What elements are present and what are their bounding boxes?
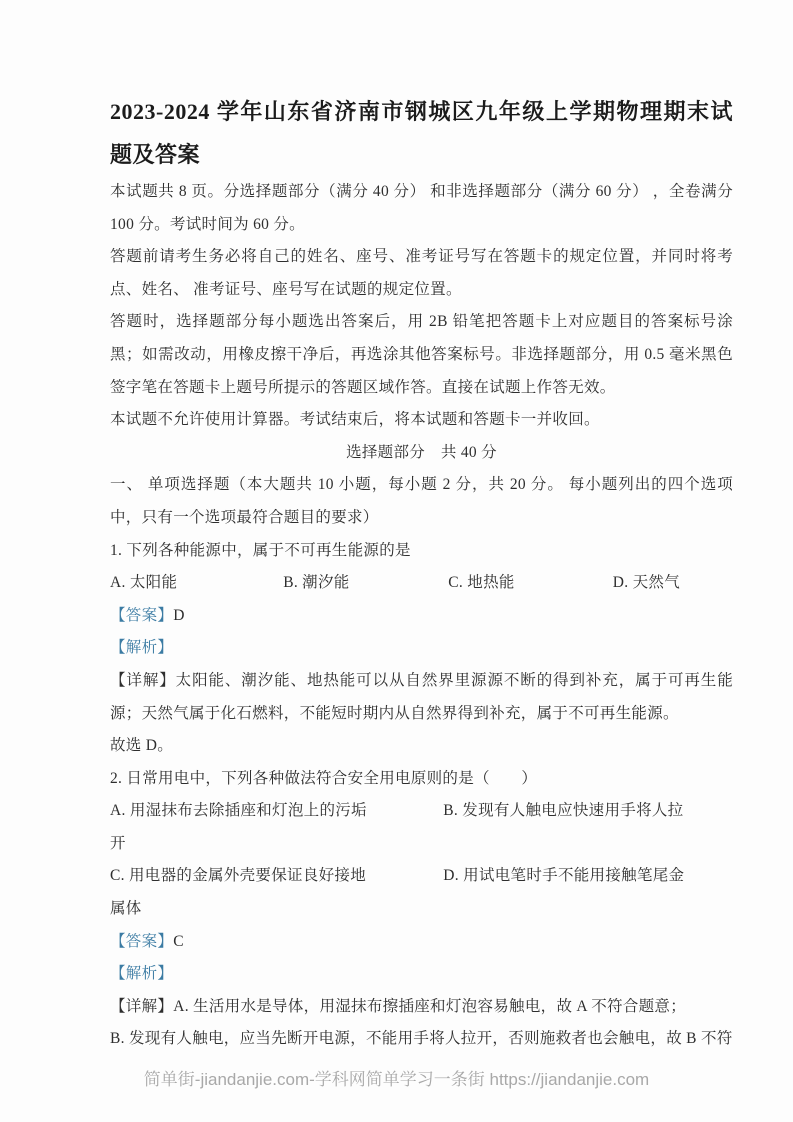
question-1-options <box>110 567 733 600</box>
question-2-analysis-line <box>110 958 733 991</box>
question-2-option-d: D. 用试电笔时手不能用接触笔尾金 <box>443 867 685 885</box>
question-2-answer-line <box>110 926 733 959</box>
intro-paragraph-2: 答题前请考生务必将自己的姓名、座号、准考证号写在答题卡的规定位置，并同时将考点、姓名、 准考证号、座号写在试题的规定位置。 <box>110 248 733 298</box>
document-body <box>110 176 733 1056</box>
question-1-option-a: A. 太阳能 <box>110 574 178 592</box>
question-1-option-d: D. 天然气 <box>612 574 680 592</box>
question-2-detail-b: B. 发现有人触电，应当先断开电源，不能用手将人拉开，否则施救者也会触电，故 B 不符 <box>110 1030 733 1048</box>
answer-tag: 【答案】 <box>110 932 174 950</box>
section-heading: 选择题部分 共 40 分 <box>346 443 497 461</box>
question-1-detail <box>110 665 733 730</box>
question-1-option-b: B. 潮汐能 <box>283 574 350 592</box>
question-1-analysis-line <box>110 632 733 665</box>
question-1-stem: 1. 下列各种能源中，属于不可再生能源的是 <box>110 541 411 559</box>
question-2-option-c: C. 用电器的金属外壳要保证良好接地 <box>110 867 366 885</box>
question-2-answer-value: C <box>173 932 184 950</box>
page-title: 2023-2024 学年山东省济南市钢城区九年级上学期物理期末试题及答案 <box>110 99 733 167</box>
question-1-detail-text: 太阳能、潮汐能、地热能可以从自然界里源源不断的得到补充，属于可再生能源；天然气属于化石燃料，不能短时期内从自然界得到补充，属于不可再生能源。 <box>110 671 734 722</box>
question-2-options-row-1 <box>110 795 733 828</box>
question-2-option-b: B. 发现有人触电应快速用手将人拉 <box>443 802 684 820</box>
question-2-option-b-overflow: 开 <box>110 834 126 852</box>
question-2-option-a: A. 用湿抹布去除插座和灯泡上的污垢 <box>110 802 367 820</box>
question-1-answer-line <box>110 600 733 633</box>
question-2-stem: 2. 日常用电中，下列各种做法符合安全用电原则的是（ ） <box>110 769 538 787</box>
question-1-option-c: C. 地热能 <box>448 574 515 592</box>
analysis-tag: 【解析】 <box>110 965 174 983</box>
question-2-detail-a-text: A. 生活用水是导体，用湿抹布擦插座和灯泡容易触电，故 A 不符合题意； <box>173 997 687 1015</box>
analysis-tag: 【解析】 <box>110 639 174 657</box>
intro-paragraph-1: 本试题共 8 页。分选择题部分（满分 40 分） 和非选择题部分（满分 60 分） ，全卷满分 100 分。考试时间为 60 分。 <box>110 183 733 233</box>
answer-tag: 【答案】 <box>110 606 174 624</box>
question-2-options-row-2 <box>110 860 733 893</box>
footer-watermark: 简单街-jiandanjie.com-学科网简单学习一条街 https://jiandanjie.com <box>143 1070 650 1089</box>
detail-tag: 【详解】 <box>110 671 176 689</box>
section-intro: 一、 单项选择题（本大题共 10 小题，每小题 2 分，共 20 分。 每小题列出的四个选项中，只有一个选项最符合题目的要求） <box>110 476 733 526</box>
detail-tag: 【详解】 <box>110 997 174 1015</box>
question-2-detail-a <box>110 991 733 1024</box>
intro-paragraph-3: 答题时，选择题部分每小题选出答案后，用 2B 铅笔把答题卡上对应题目的答案标号涂黑；如需改动，用橡皮擦干净后，再选涂其他答案标号。非选择题部分，用 0.5 毫米黑色签字笔在答题卡上题号所提示的答题区域作答。直接在试题上作答无效。 <box>110 313 733 396</box>
question-2-option-d-overflow: 属体 <box>110 900 142 918</box>
intro-paragraph-4: 本试题不允许使用计算器。考试结束后，将本试题和答题卡一并收回。 <box>110 411 600 429</box>
question-1-conclusion: 故选 D。 <box>110 737 174 755</box>
question-1-answer-value: D <box>173 606 185 624</box>
